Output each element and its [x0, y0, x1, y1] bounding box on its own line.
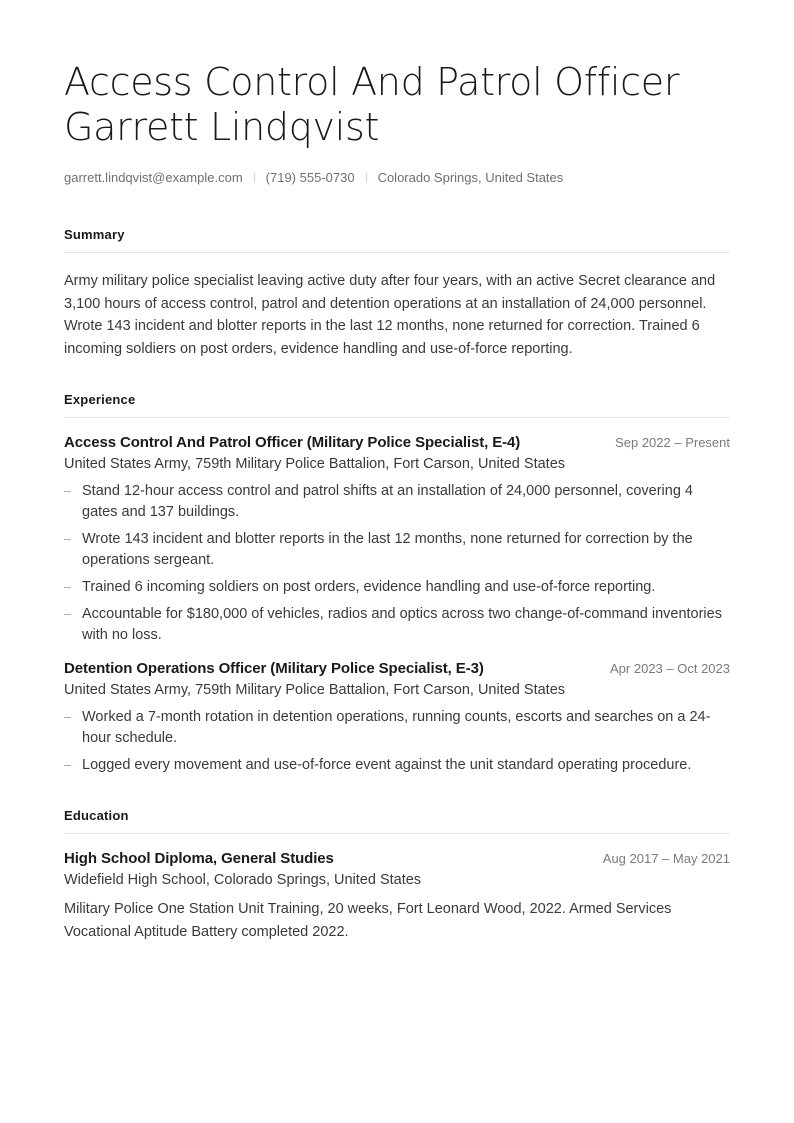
- entry-header: [64, 660, 730, 677]
- contact-divider: [366, 173, 367, 183]
- experience-entry: [64, 660, 730, 776]
- bullet-item: Stand 12-hour access control and patrol shifts at an installation of 24,000 personnel, covering 4 gates and 137 buildings.: [64, 481, 730, 523]
- summary-text: Army military police specialist leaving active duty after four years, with an active Secret clearance and 3,100 hours of access control, patrol and detention operations at an installation of 24,000 personnel. Wrote 143 incident and blotter reports in the last 12 months, none returned for correction. Trained 6 incoming soldiers on post orders, evidence handling and use-of-force reporting.: [64, 273, 716, 357]
- education-dates: Aug 2017 – May 2021: [602, 851, 730, 866]
- bullet-item: Logged every movement and use-of-force event against the unit standard operating procedure.: [64, 755, 730, 776]
- summary-section: [64, 227, 730, 360]
- job-title: Detention Operations Officer (Military Police Specialist, E-3): [64, 660, 484, 677]
- bullet-item: Worked a 7-month rotation in detention operations, running counts, escorts and searches on a 24-hour schedule.: [64, 707, 730, 749]
- education-section: [64, 808, 730, 943]
- contact-location: Colorado Springs, United States: [377, 170, 564, 185]
- job-dates: Sep 2022 – Present: [615, 435, 730, 450]
- degree-title: High School Diploma, General Studies: [64, 850, 334, 867]
- bullet-item: Accountable for $180,000 of vehicles, radios and optics across two change-of-command inventories with no loss.: [64, 604, 730, 646]
- experience-section: [64, 392, 730, 776]
- contact-phone[interactable]: (719) 555-0730: [265, 170, 355, 185]
- bullet-item: Wrote 143 incident and blotter reports in the last 12 months, none returned for correction by the operations sergeant.: [64, 529, 730, 571]
- candidate-name-line: Garrett Lindqvist: [64, 105, 380, 149]
- school-name: Widefield High School, Colorado Springs, United States: [64, 872, 422, 888]
- experience-entry: [64, 434, 730, 646]
- education-note: Military Police One Station Unit Training, 20 weeks, Fort Leonard Wood, 2022. Armed Services Vocational Aptitude Battery completed 2022.: [64, 901, 672, 940]
- bullet-item: Trained 6 incoming soldiers on post orders, evidence handling and use-of-force reporting.: [64, 577, 730, 598]
- resume-header-title: [64, 60, 730, 150]
- job-title: Access Control And Patrol Officer (Military Police Specialist, E-4): [64, 434, 521, 451]
- education-heading: Education: [64, 808, 730, 834]
- job-organization: United States Army, 759th Military Police Battalion, Fort Carson, United States: [64, 456, 566, 472]
- experience-heading: Experience: [64, 392, 730, 418]
- job-bullets: [64, 481, 730, 646]
- contact-divider: [254, 173, 255, 183]
- job-dates: Apr 2023 – Oct 2023: [610, 661, 730, 676]
- education-entry: [64, 850, 730, 943]
- job-bullets: [64, 707, 730, 776]
- entry-header: [64, 434, 730, 451]
- entry-header: [64, 850, 730, 867]
- job-title-line: Access Control And Patrol Officer: [64, 60, 680, 104]
- contact-email[interactable]: garrett.lindqvist@example.com: [64, 170, 243, 185]
- contact-info: [64, 170, 730, 185]
- job-organization: United States Army, 759th Military Police Battalion, Fort Carson, United States: [64, 682, 566, 698]
- summary-heading: Summary: [64, 227, 730, 253]
